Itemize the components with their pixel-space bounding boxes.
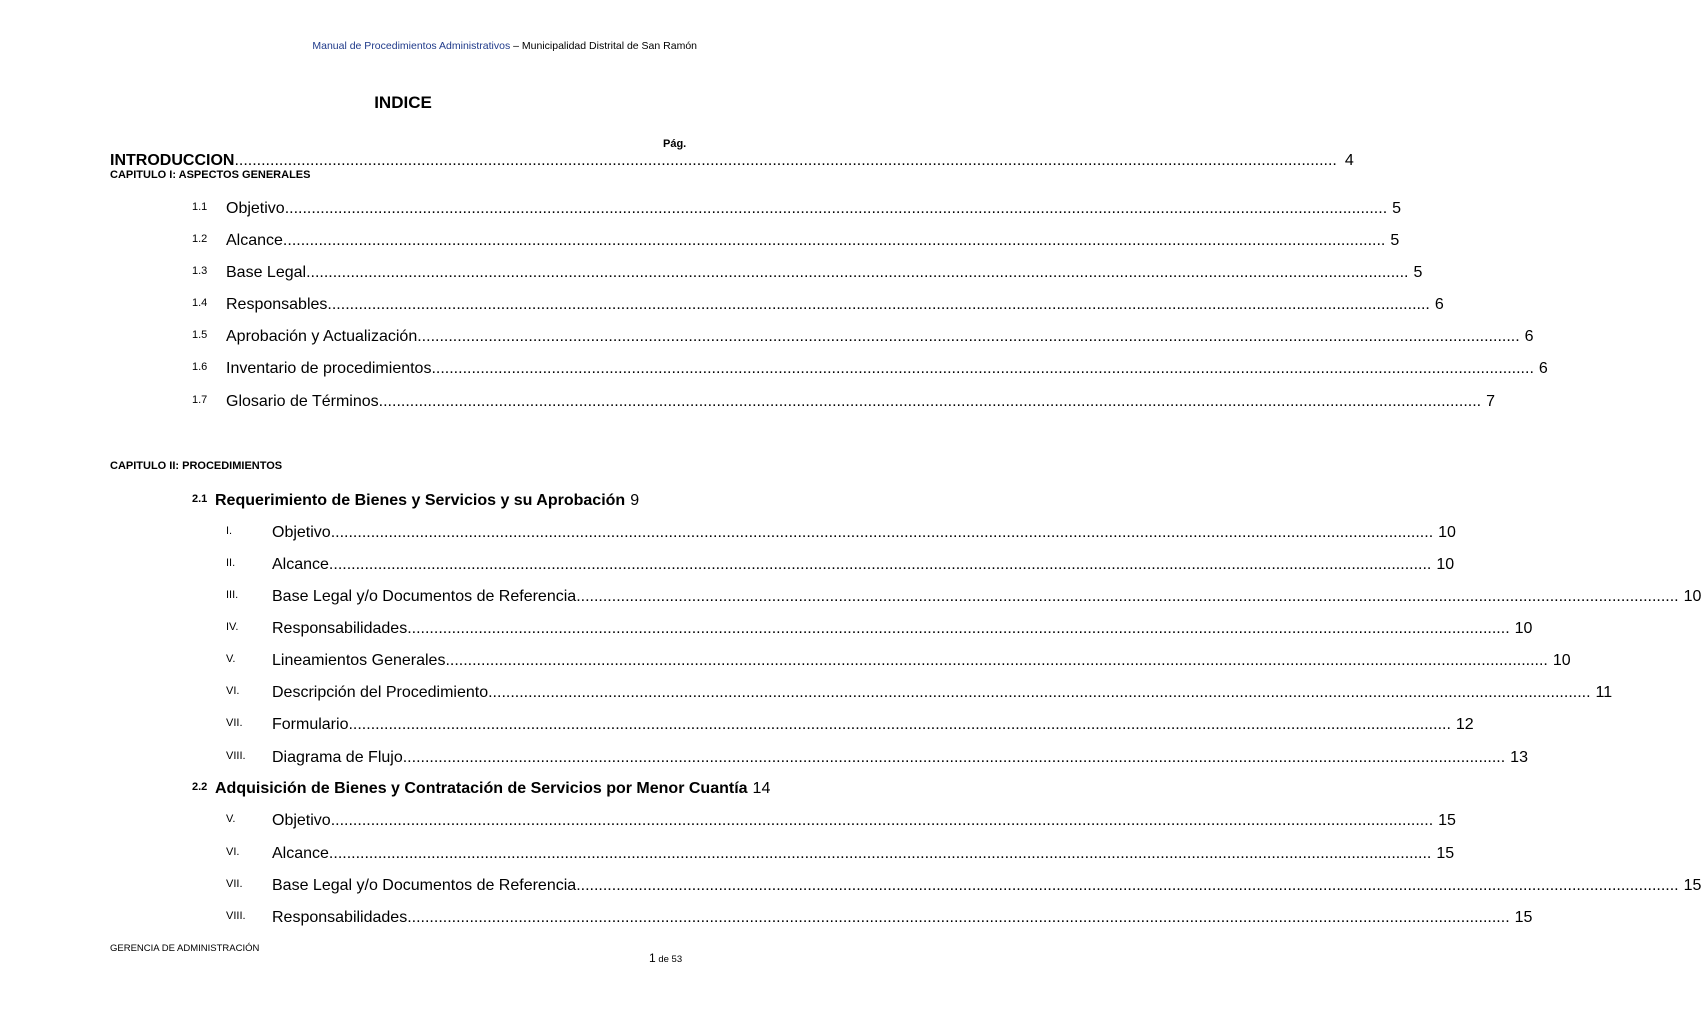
toc-entry-num: VI. <box>226 846 240 858</box>
organization-name: Municipalidad Distrital de San Ramón <box>521 40 697 52</box>
toc-entry-num: VII. <box>226 717 243 729</box>
toc-entry-num: VIII. <box>226 910 246 922</box>
toc-entry-page: 4 <box>1344 152 1354 169</box>
toc-entry-num: III. <box>226 589 239 601</box>
toc-entry[interactable] <box>226 232 1400 250</box>
toc-entry-label: Responsabilidades <box>272 909 408 926</box>
toc-entry[interactable] <box>272 556 1455 574</box>
dot-leader <box>407 909 1509 927</box>
dot-leader <box>407 620 1509 638</box>
dot-leader <box>327 296 1429 314</box>
toc-entry-num: 1.6 <box>192 361 208 373</box>
chapter-2-heading[interactable]: CAPITULO II: PROCEDIMIENTOS <box>110 460 283 472</box>
toc-entry-page: 14 <box>752 780 771 797</box>
toc-section-2-2[interactable] <box>215 780 771 798</box>
toc-entry-label: Diagrama de Flujo <box>272 749 403 766</box>
toc-entry-page: 5 <box>1390 232 1400 249</box>
toc-entry-page: 9 <box>630 492 640 509</box>
toc-entry-label: Lineamientos Generales <box>272 652 446 669</box>
toc-entry-label: INTRODUCCION <box>110 152 235 169</box>
toc-entry-num: II. <box>226 557 236 569</box>
toc-entry[interactable] <box>272 909 1533 927</box>
toc-entry-label: Objetivo <box>226 200 285 217</box>
dot-leader <box>234 152 1336 170</box>
toc-entry[interactable] <box>272 749 1528 767</box>
toc-section-label: Adquisición de Bienes y Contratación de Servicios por Menor Cuantía <box>215 780 748 797</box>
toc-entry-label: Objetivo <box>272 524 331 541</box>
toc-entry[interactable] <box>226 296 1444 314</box>
toc-entry-label: Base Legal y/o Documentos de Referencia <box>272 588 577 605</box>
toc-entry-page: 6 <box>1434 296 1444 313</box>
toc-entry-label: Responsabilidades <box>272 620 408 637</box>
dot-leader <box>331 812 1433 830</box>
toc-entry[interactable] <box>226 200 1402 218</box>
dot-leader <box>329 845 1431 863</box>
toc-entry-num: V. <box>226 653 236 665</box>
dot-leader <box>576 877 1678 895</box>
dot-leader <box>488 684 1590 702</box>
toc-entry-label: Responsables <box>226 296 328 313</box>
toc-entry[interactable] <box>226 264 1423 282</box>
toc-entry-page: 10 <box>1683 588 1701 605</box>
dot-leader <box>417 328 1519 346</box>
chapter-1-heading[interactable]: CAPITULO I: ASPECTOS GENERALES <box>110 169 311 181</box>
toc-entry[interactable] <box>226 360 1548 378</box>
toc-entry-num: 1.7 <box>192 394 208 406</box>
toc-entry-page: 5 <box>1413 264 1423 281</box>
dot-leader <box>306 264 1408 282</box>
dot-leader <box>445 652 1547 670</box>
total-pages: de 53 <box>655 954 683 965</box>
toc-entry-page: 10 <box>1438 524 1456 541</box>
toc-entry[interactable] <box>272 877 1701 895</box>
page-header <box>312 40 697 52</box>
toc-entry-page: 6 <box>1538 360 1548 377</box>
toc-entry-label: Descripción del Procedimiento <box>272 684 489 701</box>
section-num: 2.2 <box>192 781 208 793</box>
toc-entry[interactable] <box>272 620 1533 638</box>
toc-entry-label: Formulario <box>272 716 349 733</box>
toc-entry-label: Base Legal y/o Documentos de Referencia <box>272 877 577 894</box>
toc-entry-page: 13 <box>1510 749 1528 766</box>
toc-entry-num: 1.5 <box>192 329 208 341</box>
toc-entry-num: 1.4 <box>192 297 208 309</box>
footer-department: GERENCIA DE ADMINISTRACIÓN <box>110 943 260 954</box>
toc-entry[interactable] <box>272 845 1455 863</box>
toc-entry[interactable] <box>272 524 1456 542</box>
toc-entry-page: 6 <box>1524 328 1534 345</box>
header-separator: – <box>510 40 522 52</box>
manual-title: Manual de Procedimientos Administrativos <box>312 40 511 52</box>
toc-entry-num: V. <box>226 813 236 825</box>
toc-entry-label: Glosario de Términos <box>226 393 379 410</box>
toc-entry[interactable] <box>272 652 1571 670</box>
toc-entry-page: 15 <box>1438 812 1456 829</box>
toc-entry-page: 15 <box>1436 845 1455 862</box>
section-num: 2.1 <box>192 493 208 505</box>
dot-leader <box>431 360 1533 378</box>
toc-section-2-1[interactable] <box>215 492 640 510</box>
page-column-label: Pág. <box>663 138 687 150</box>
dot-leader <box>329 556 1431 574</box>
toc-entry-label: Alcance <box>226 232 283 249</box>
dot-leader <box>331 524 1433 542</box>
toc-entry-num: 1.3 <box>192 265 208 277</box>
toc-entry[interactable] <box>272 684 1613 702</box>
dot-leader <box>283 232 1385 250</box>
dot-leader <box>379 393 1481 411</box>
toc-entry-page: 10 <box>1436 556 1455 573</box>
toc-entry-page: 10 <box>1514 620 1533 637</box>
toc-entry-num: IV. <box>226 621 239 633</box>
toc-entry-num: 1.1 <box>192 201 208 213</box>
toc-entry[interactable] <box>272 812 1456 830</box>
toc-entry-num: VIII. <box>226 750 246 762</box>
toc-entry[interactable] <box>226 328 1534 346</box>
toc-entry-page: 7 <box>1486 393 1495 410</box>
toc-entry-page: 11 <box>1595 684 1613 701</box>
dot-leader <box>348 716 1450 734</box>
dot-leader <box>285 200 1387 218</box>
toc-entry[interactable] <box>272 588 1701 606</box>
toc-entry-page: 10 <box>1552 652 1571 669</box>
toc-entry-page: 12 <box>1455 716 1474 733</box>
dot-leader <box>576 588 1678 606</box>
toc-entry-page: 15 <box>1514 909 1533 926</box>
toc-entry-label: Alcance <box>272 845 329 862</box>
toc-entry-label: Alcance <box>272 556 329 573</box>
toc-entry-label: Base Legal <box>226 264 307 281</box>
toc-entry-label: Objetivo <box>272 812 331 829</box>
toc-entry-num: VII. <box>226 878 243 890</box>
toc-entry-num: 1.2 <box>192 233 208 245</box>
index-title: INDICE <box>374 93 432 112</box>
toc-entry[interactable] <box>226 393 1495 411</box>
toc-entry-page: 15 <box>1683 877 1701 894</box>
toc-section-label: Requerimiento de Bienes y Servicios y su Aprobación <box>215 492 626 509</box>
toc-entry-label: Inventario de procedimientos <box>226 360 432 377</box>
current-page: 1 <box>649 951 656 965</box>
toc-entry[interactable] <box>272 716 1474 734</box>
toc-entry-label: Aprobación y Actualización <box>226 328 418 345</box>
toc-entry-page: 5 <box>1392 200 1402 217</box>
dot-leader <box>403 749 1505 767</box>
page-number <box>649 951 682 965</box>
toc-entry-num: VI. <box>226 685 240 697</box>
toc-entry-num: I. <box>226 525 233 537</box>
